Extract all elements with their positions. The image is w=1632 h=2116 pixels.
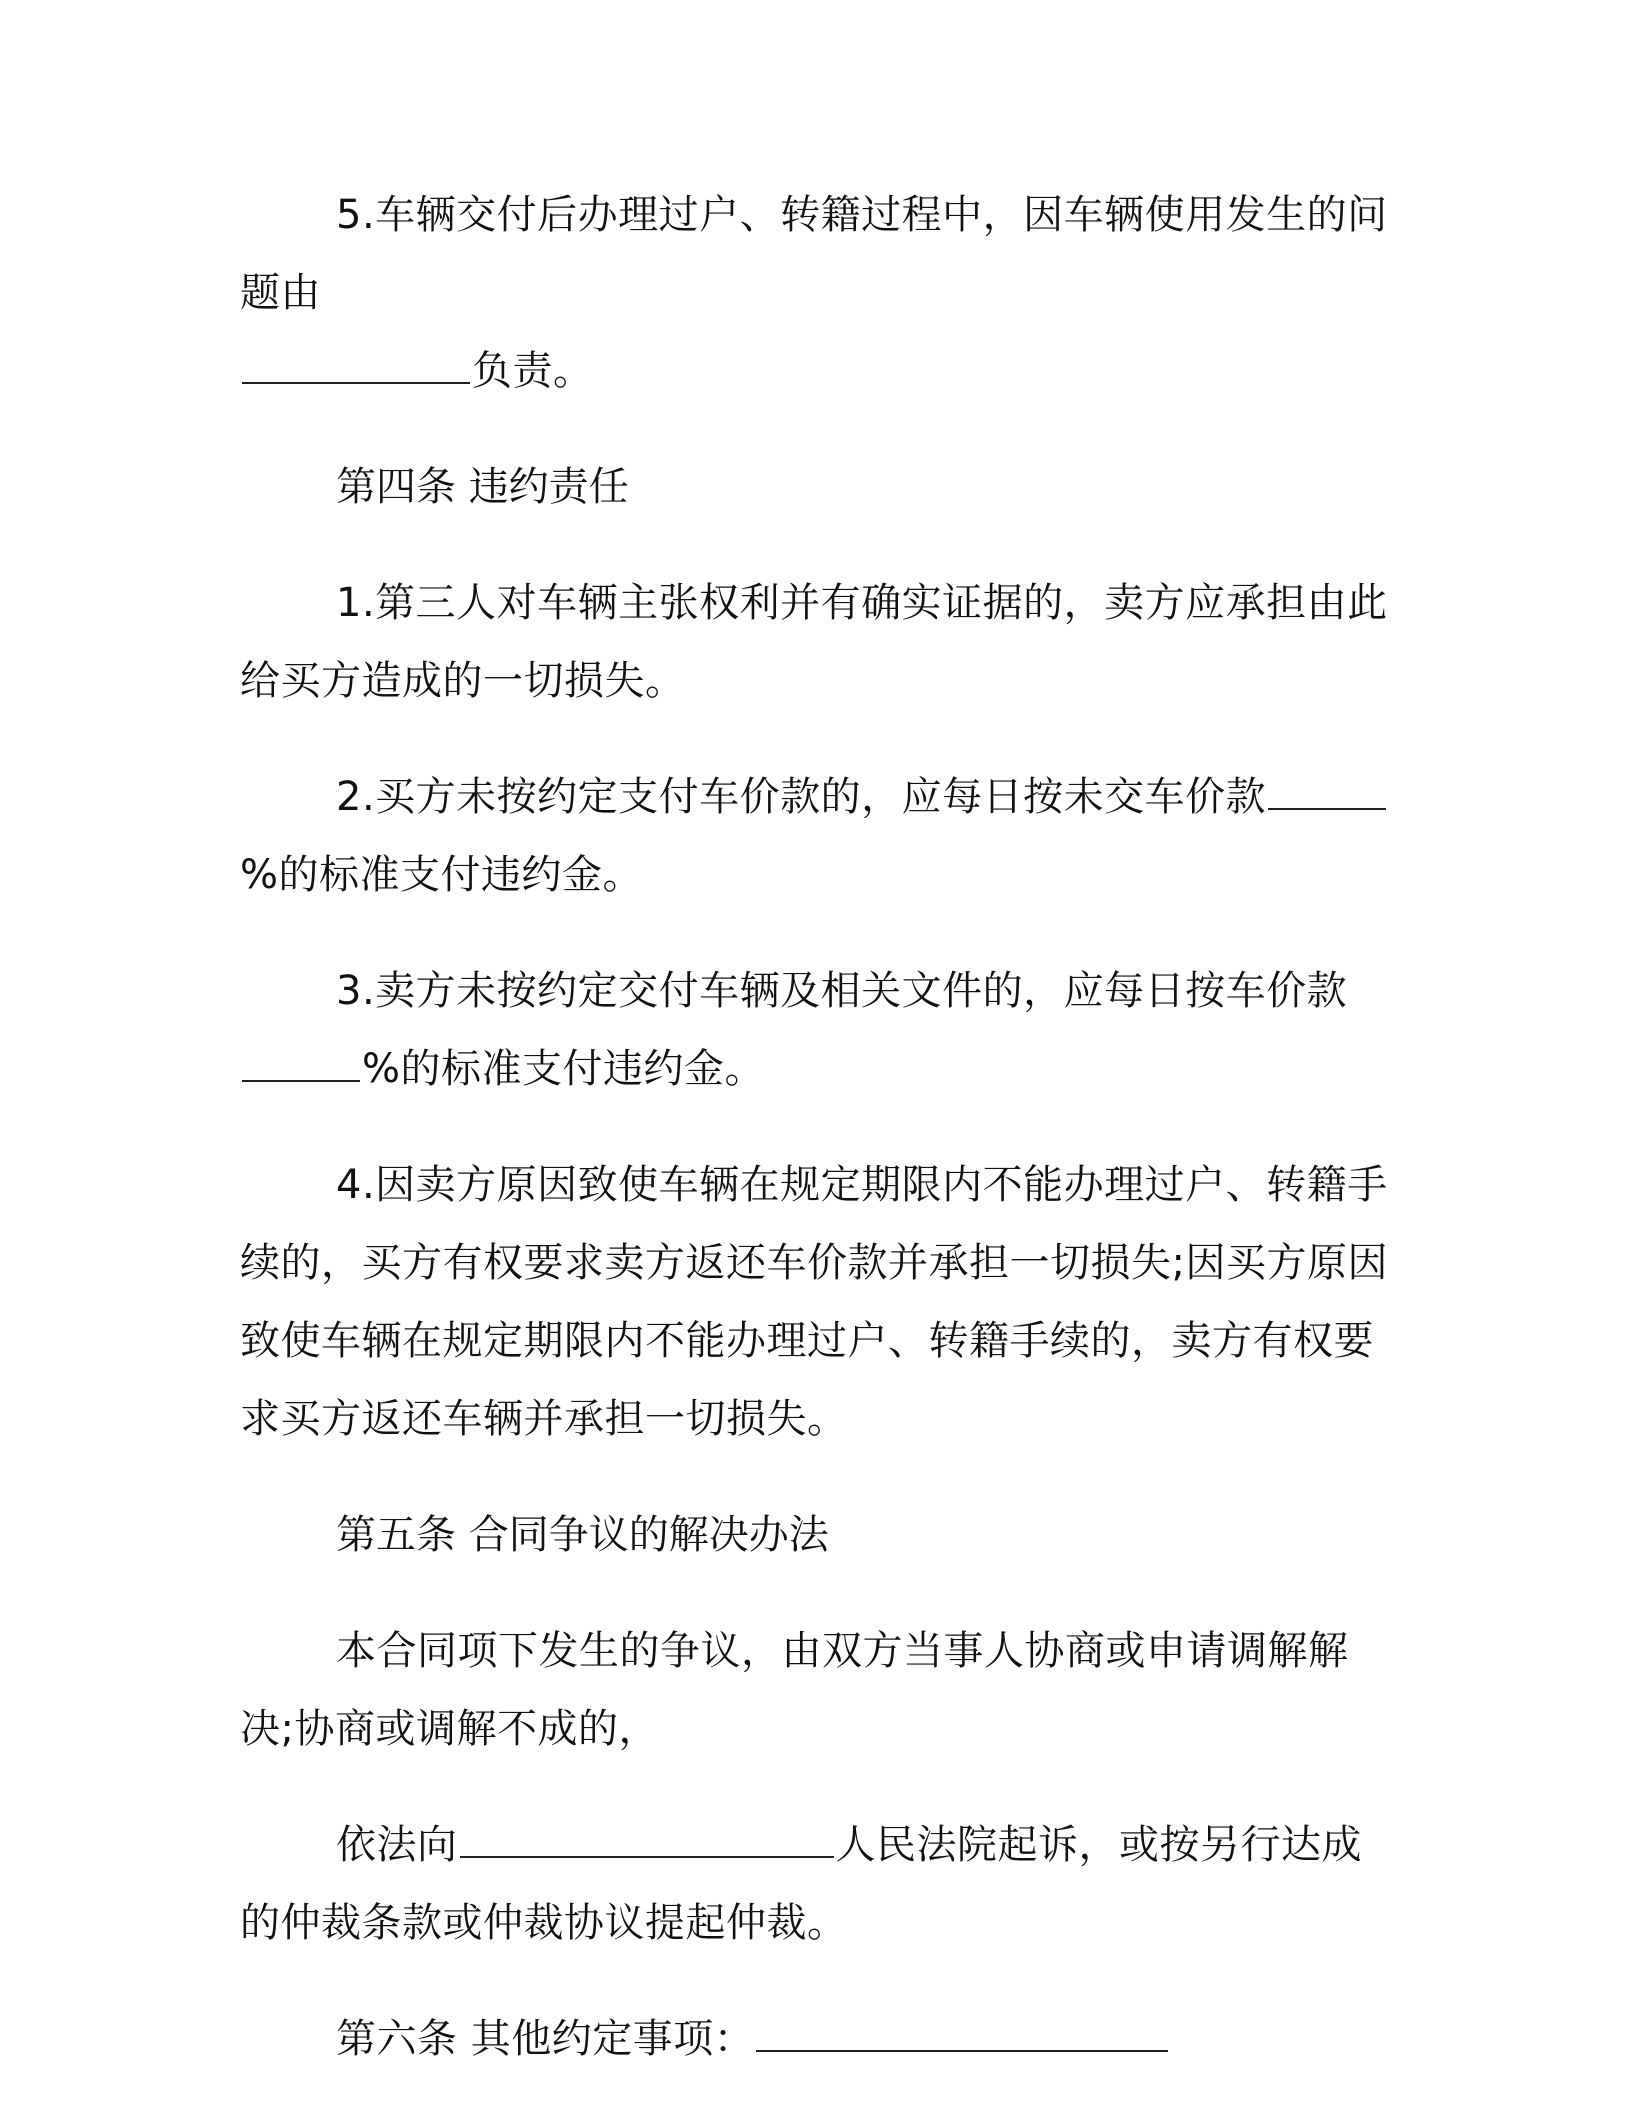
article-5-para-2-post: 人民法院起诉，或按另行达成的仲裁条款或仲裁协议提起仲裁。 bbox=[240, 1822, 1362, 1946]
document-body bbox=[240, 176, 1400, 2116]
article-4-item-2 bbox=[240, 758, 1400, 914]
seller-penalty-rate-blank[interactable] bbox=[242, 1048, 360, 1082]
article-4-item-3 bbox=[240, 952, 1400, 1108]
article-4-item-3-pre: 3.卖方未按约定交付车辆及相关文件的，应每日按车价款 bbox=[336, 968, 1348, 1014]
article-4-item-3-post: %的标准支付违约金。 bbox=[362, 1046, 766, 1092]
article-6 bbox=[240, 2000, 1400, 2078]
article-5-para-1: 本合同项下发生的争议，由双方当事人协商或申请调解解决;协商或调解不成的， bbox=[240, 1628, 1349, 1752]
clause-item-5-text: 5.车辆交付后办理过户、转籍过程中，因车辆使用发生的问题由 bbox=[240, 192, 1388, 316]
article-5-para-2-pre: 依法向 bbox=[336, 1822, 458, 1868]
article-5-heading: 第五条 合同争议的解决办法 bbox=[336, 1512, 829, 1558]
clause-item-5-suffix: 负责。 bbox=[472, 348, 594, 394]
clause-item-5 bbox=[240, 176, 1400, 410]
other-terms-blank[interactable] bbox=[756, 2018, 1168, 2052]
article-6-heading: 第六条 其他约定事项： bbox=[336, 2016, 755, 2062]
article-4-item-2-pre: 2.买方未按约定支付车价款的，应每日按未交车价款 bbox=[336, 774, 1267, 820]
article-5-para-2 bbox=[240, 1806, 1400, 1962]
article-4-heading: 第四条 违约责任 bbox=[336, 464, 629, 510]
court-name-blank[interactable] bbox=[460, 1824, 834, 1858]
buyer-penalty-rate-blank[interactable] bbox=[1268, 776, 1386, 810]
article-4-item-4: 4.因卖方原因致使车辆在规定期限内不能办理过户、转籍手续的，买方有权要求卖方返还车价款并承担一切损失;因买方原因致使车辆在规定期限内不能办理过户、转籍手续的，卖方有权要求买方返还车辆并承担一切损失。 bbox=[240, 1162, 1388, 1442]
responsible-party-blank[interactable] bbox=[242, 350, 470, 384]
article-4-item-2-post: %的标准支付违约金。 bbox=[240, 852, 644, 898]
article-4-item-1: 1.第三人对车辆主张权利并有确实证据的，卖方应承担由此给买方造成的一切损失。 bbox=[240, 580, 1388, 704]
